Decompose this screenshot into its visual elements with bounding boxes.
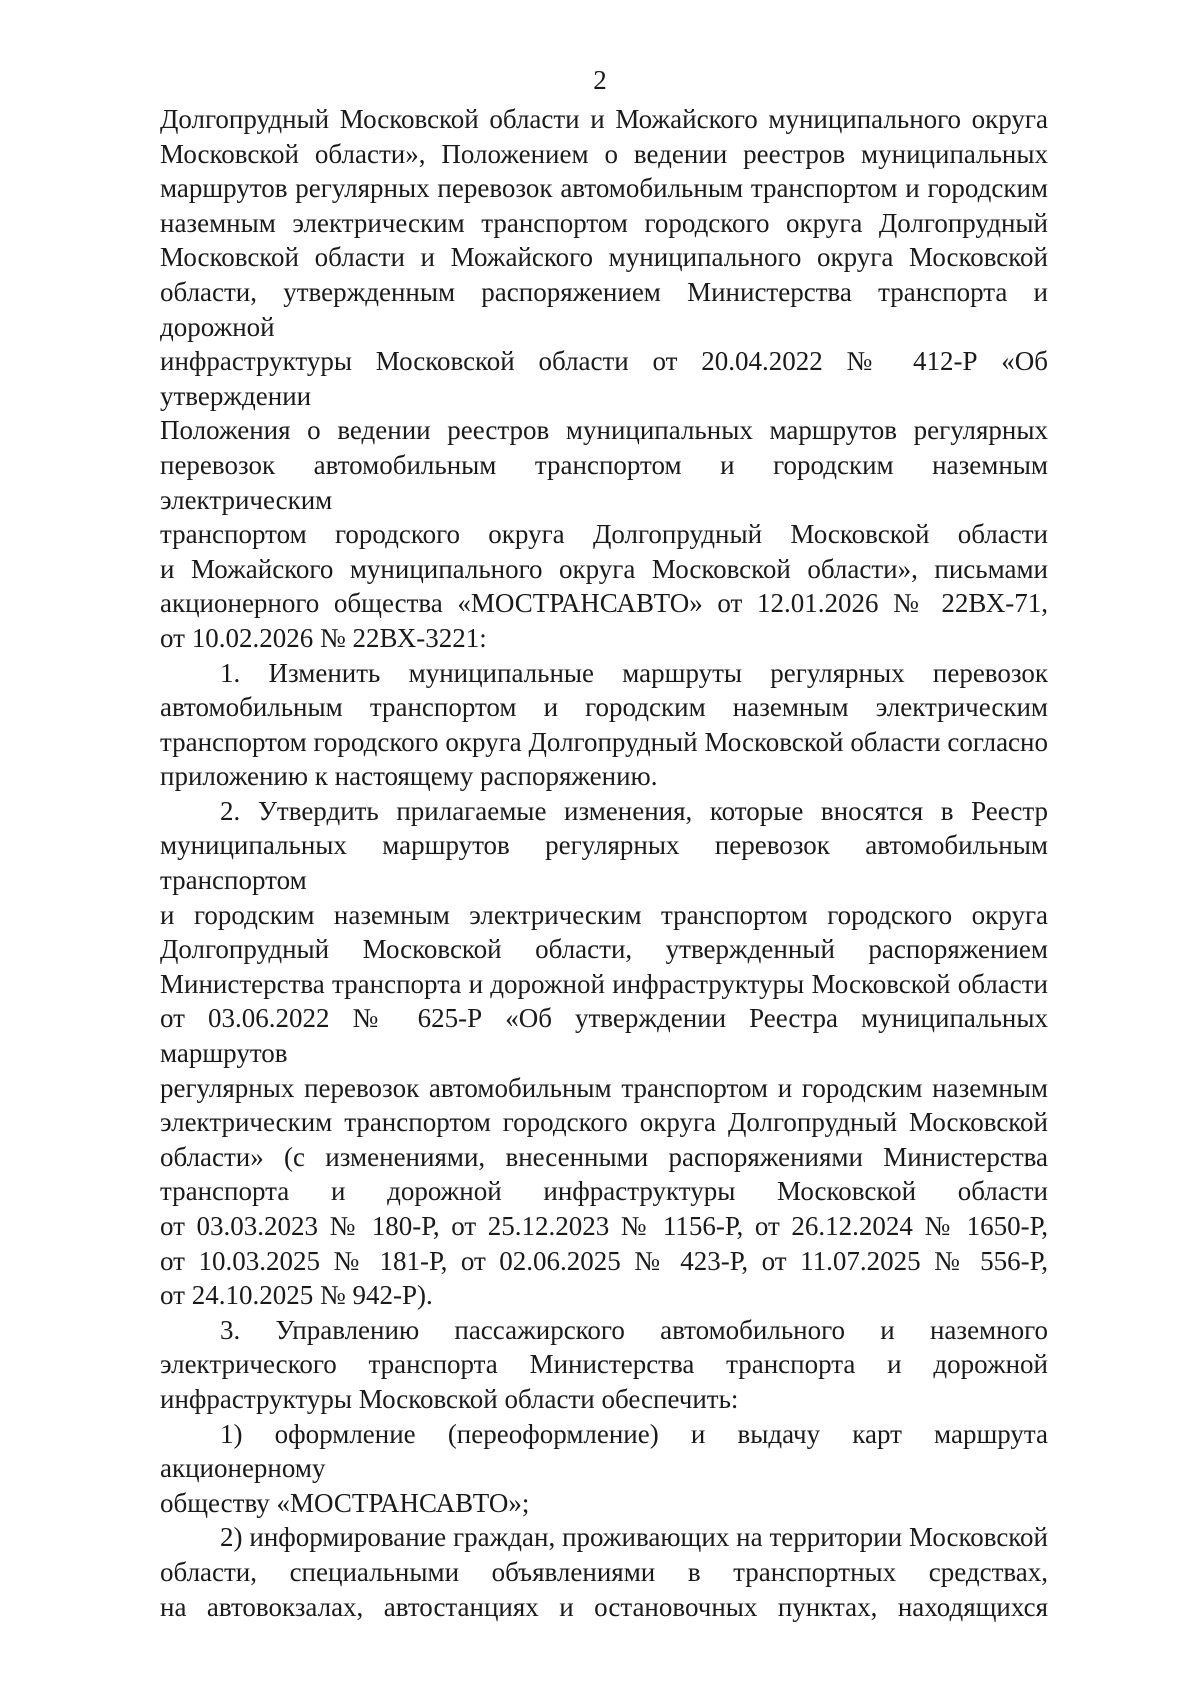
text-line: инфраструктуры Московской области обеспечить: [160,1383,739,1414]
paragraph-item-2 [160,794,1048,1313]
text-line: Московской области», Положением о ведении реестров муниципальных [160,138,1048,169]
text-line: приложению к настоящему распоряжению. [160,761,658,792]
text-line: 1) оформление (переоформление) и выдачу карт маршрута акционерному [160,1418,1048,1484]
text-line: электрического транспорта Министерства транспорта и дорожной [160,1349,1048,1380]
text-line: 1. Изменить муниципальные маршруты регулярных перевозок [220,657,1048,688]
text-line: 2) информирование граждан, проживающих на территории Московской [220,1522,1048,1553]
page-number: 2 [593,65,607,95]
text-line: регулярных перевозок автомобильным транспортом и городским наземным [160,1072,1048,1103]
paragraph-item-3-2 [160,1520,1048,1624]
paragraph-item-3-1 [160,1417,1048,1521]
text-line: электрическим транспортом городского округа Долгопрудный Московской [160,1107,1048,1138]
text-line: на автовокзалах, автостанциях и остановочных пунктах, находящихся [160,1591,1048,1622]
paragraph-item-1 [160,656,1048,794]
text-line: Положения о ведении реестров муниципальных маршрутов регулярных [160,415,1048,446]
text-line: от 03.03.2023 № 180-Р, от 25.12.2023 № 1156-Р, от 26.12.2024 № 1650-Р, [160,1211,1048,1241]
text-line: области, утвержденным распоряжением Министерства транспорта и дорожной [160,276,1048,342]
text-line: перевозок автомобильным транспортом и городским наземным электрическим [160,449,1048,515]
paragraph-item-3 [160,1313,1048,1417]
text-line: маршрутов регулярных перевозок автомобильным транспортом и городским [160,173,1048,204]
text-line: муниципальных маршрутов регулярных перевозок автомобильным транспортом [160,830,1048,896]
text-line: от 24.10.2025 № 942-Р). [160,1280,433,1311]
text-line: Долгопрудный Московской области и Можайского муниципального округа [160,104,1048,134]
text-line: и городским наземным электрическим транспортом городского округа [160,899,1048,930]
paragraph-intro [160,102,1048,656]
text-line: от 10.03.2025 № 181-Р, от 02.06.2025 № 423-Р, от 11.07.2025 № 556-Р, [160,1245,1048,1276]
text-line: обществу «МОСТРАНСАВТО»; [160,1487,530,1518]
text-line: от 10.02.2026 № 22ВХ-3221: [160,622,487,653]
text-line: инфраструктуры Московской области от 20.04.2022 № 412-Р «Об утверждении [160,346,1048,411]
text-line: транспортом городского округа Долгопрудный Московской области [160,519,1048,550]
text-line: области, специальными объявлениями в транспортных средствах, [160,1556,1048,1587]
text-line: акционерного общества «МОСТРАНСАВТО» от 12.01.2026 № 22ВХ-71, [160,588,1048,619]
document-body [160,102,1048,1624]
text-line: транспорта и дорожной инфраструктуры Московской области [160,1176,1048,1207]
text-line: от 03.06.2022 № 625-Р «Об утверждении Реестра муниципальных маршрутов [160,1003,1048,1069]
text-line: Министерства транспорта и дорожной инфраструктуры Московской области [160,968,1048,999]
text-line: области» (с изменениями, внесенными распоряжениями Министерства [160,1141,1048,1172]
text-line: 3. Управлению пассажирского автомобильного и наземного [220,1314,1048,1345]
text-line: Долгопрудный Московской области, утвержденный распоряжением [160,934,1048,965]
text-line: Московской области и Можайского муниципального округа Московской [160,242,1048,273]
text-line: наземным электрическим транспортом городского округа Долгопрудный [160,207,1048,238]
text-line: автомобильным транспортом и городским наземным электрическим [160,692,1048,723]
text-line: и Можайского муниципального округа Московской области», письмами [160,553,1048,584]
text-line: 2. Утвердить прилагаемые изменения, которые вносятся в Реестр [220,795,1048,826]
text-line: транспортом городского округа Долгопрудный Московской области согласно [160,726,1048,757]
